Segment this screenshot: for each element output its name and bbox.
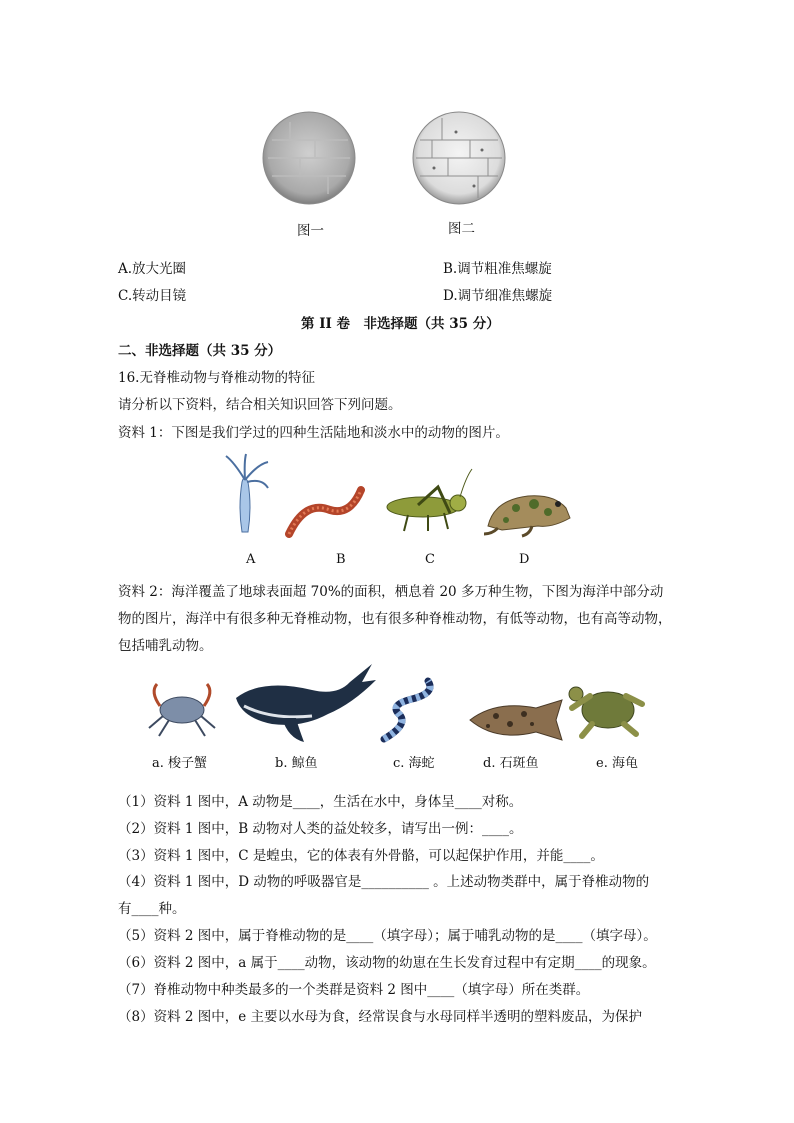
- figure-1-caption: 图一: [297, 223, 324, 239]
- option-c: C.转动目镜: [118, 288, 187, 304]
- grouper-image: [466, 696, 566, 746]
- material-1-label-a: A: [246, 552, 256, 567]
- sea-snake-image: [378, 675, 453, 745]
- sub-question-2: （2）资料 1 图中，B 动物对人类的益处较多，请写出一例：____。: [118, 821, 523, 837]
- material-2-label-e: e. 海龟: [596, 756, 638, 771]
- sub-question-3: （3）资料 1 图中，C 是蝗虫，它的体表有外骨骼，可以起保护作用，并能____。: [118, 848, 604, 864]
- material-2-label-d: d. 石斑鱼: [483, 756, 539, 771]
- sub-question-1: （1）资料 1 图中，A 动物是____，生活在水中，身体呈____对称。: [118, 794, 523, 810]
- option-a: A.放大光圈: [118, 261, 187, 277]
- part-title: 二、非选择题（共 35 分）: [118, 343, 282, 359]
- sub-question-8: （8）资料 2 图中，e 主要以水母为食，经常误食与水母同样半透明的塑料废品，为保护: [118, 1009, 643, 1025]
- question-16-title: 16.无脊椎动物与脊椎动物的特征: [118, 370, 315, 386]
- microscope-view-clear: [412, 110, 512, 210]
- question-16-instruction: 请分析以下资料，结合相关知识回答下列问题。: [118, 397, 402, 413]
- whale-image: [232, 658, 377, 743]
- option-b: B.调节粗准焦螺旋: [443, 261, 552, 277]
- material-2-line-1: 资料 2：海洋覆盖了地球表面超 70%的面积，栖息着 20 多万种生物，下图为海洋中部分动: [118, 584, 664, 600]
- material-2-line-3: 包括哺乳动物。: [118, 638, 213, 654]
- hydra-image: [222, 452, 272, 542]
- material-2-label-c: c. 海蛇: [393, 756, 435, 771]
- sea-turtle-image: [566, 680, 651, 740]
- microscope-view-blurry: [260, 110, 360, 210]
- material-2-label-b: b. 鲸鱼: [275, 756, 318, 771]
- frog-image: [482, 482, 572, 537]
- material-1-text: 资料 1：下图是我们学过的四种生活陆地和淡水中的动物的图片。: [118, 425, 509, 441]
- material-1-label-c: C: [425, 552, 435, 567]
- material-2-label-a: a. 梭子蟹: [152, 756, 208, 771]
- sub-question-7: （7）脊椎动物中种类最多的一个类群是资料 2 图中____（填字母）所在类群。: [118, 982, 590, 998]
- crab-image: [145, 680, 220, 740]
- material-2-line-2: 物的图片，海洋中有很多种无脊椎动物，也有很多种脊椎动物，有低等动物，也有高等动物，: [118, 611, 672, 627]
- material-1-label-d: D: [519, 552, 530, 567]
- sub-question-5: （5）资料 2 图中，属于脊椎动物的是____（填字母）；属于哺乳动物的是____（填字母）。: [118, 928, 657, 944]
- sub-question-4-line-1: （4）资料 1 图中，D 动物的呼吸器官是__________ 。上述动物类群中，属于脊椎动物的: [118, 874, 650, 890]
- sub-question-6: （6）资料 2 图中，a 属于____动物，该动物的幼崽在生长发育过程中有定期____的现象。: [118, 955, 656, 971]
- sub-question-4-line-2: 有____种。: [118, 901, 186, 917]
- grasshopper-image: [378, 467, 473, 537]
- material-1-label-b: B: [336, 552, 346, 567]
- figure-2-caption: 图二: [448, 221, 475, 237]
- option-d: D.调节细准焦螺旋: [443, 288, 553, 304]
- earthworm-image: [285, 480, 365, 540]
- section-title: 第 II 卷 非选择题（共 35 分）: [301, 316, 500, 332]
